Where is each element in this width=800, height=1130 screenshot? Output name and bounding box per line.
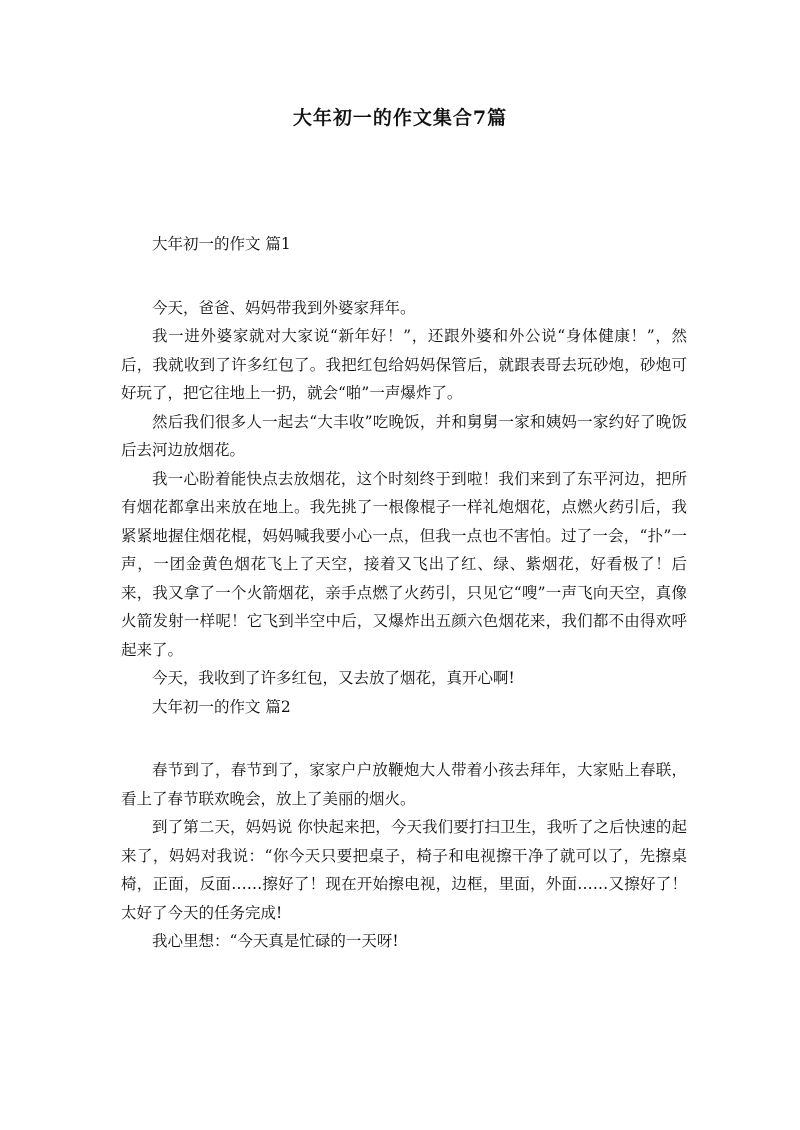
section-heading-1: 大年初一的作文 篇1 xyxy=(152,235,291,253)
paragraph: 今天，我收到了许多红包，又去放了烟花，真开心啊! xyxy=(152,669,515,687)
paragraph: 春节到了，春节到了，家家户户放鞭炮大人带着小孩去拜年，大家贴上春联，看上了春节联欢晚会，放上了美丽的烟火。 xyxy=(121,761,687,808)
spacer xyxy=(121,721,687,756)
document-body xyxy=(121,230,687,956)
paragraph: 我一进外婆家就对大家说“新年好！”，还跟外婆和外公说“身体健康！”，然后，我就收到了许多红包了。我把红包给妈妈保管后，就跟表哥去玩砂炮，砂炮可好玩了，把它往地上一扔，就会“啪”一声爆炸了。 xyxy=(121,327,687,402)
spacer xyxy=(121,259,687,294)
paragraph: 我心里想：“今天真是忙碌的一天呀! xyxy=(152,932,399,950)
paragraph: 我一心盼着能快点去放烟花，这个时刻终于到啦！我们来到了东平河边，把所有烟花都拿出来放在地上。我先挑了一根像棍子一样礼炮烟花，点燃火药引后，我紧紧地握住烟花棍，妈妈喊我要小心一点，但我一点也不害怕。过了一会，“扑”一声，一团金黄色烟花飞上了天空，接着又飞出了红、绿、紫烟花，好看极了！后来，我又拿了一个火箭烟花，亲手点燃了火药引，只见它“嗖”一声飞向天空，真像火箭发射一样呢！它飞到半空中后，又爆炸出五颜六色烟花来，我们都不由得欢呼起来了。 xyxy=(121,469,687,659)
document-title: 大年初一的作文集合7篇 xyxy=(292,107,508,129)
paragraph: 到了第二天，妈妈说 你快起来把，今天我们要打扫卫生，我听了之后快速的起来了，妈妈对我说：“你今天只要把桌子，椅子和电视擦干净了就可以了，先擦桌椅，正面，反面……擦好了！现在开始擦电视，边框，里面，外面……又擦好了！太好了今天的任务完成! xyxy=(121,818,687,922)
paragraph: 然后我们很多人一起去“大丰收”吃晚饭，并和舅舅一家和姨妈一家约好了晚饭后去河边放烟花。 xyxy=(121,412,687,459)
paragraph: 今天，爸爸、妈妈带我到外婆家拜年。 xyxy=(152,298,416,317)
section-heading-2: 大年初一的作文 篇2 xyxy=(152,697,291,716)
